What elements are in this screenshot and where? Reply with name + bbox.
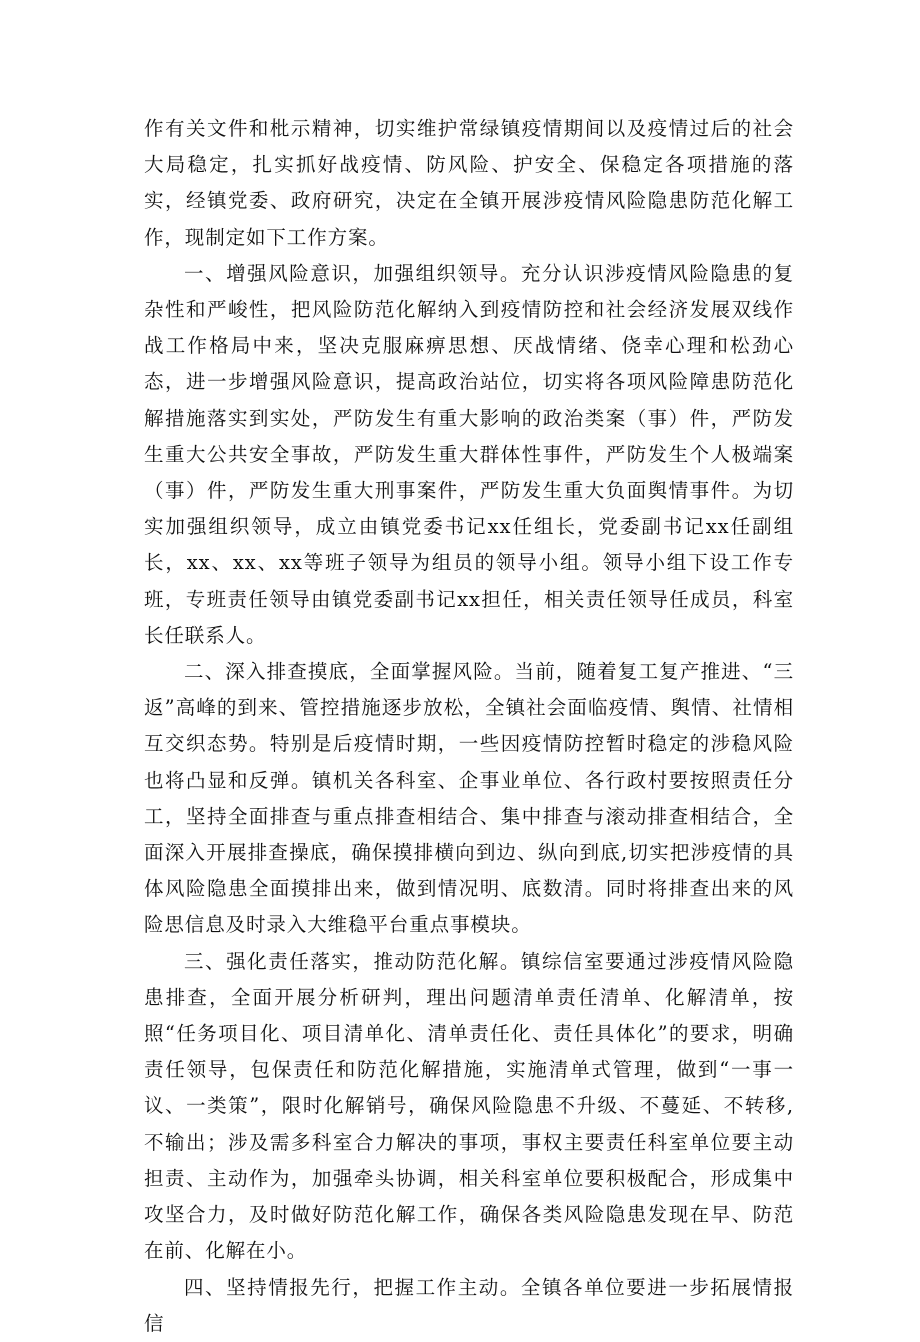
- document-body: [144, 111, 794, 1342]
- paragraph-intro-continuation: 作有关文件和枇示精神，切实维护常绿镇疫情期间以及疫情过后的社会大局稳定，扎实抓好战疫情、防风险、护安全、保稳定各项措施的落实，经镇党委、政府研究，决定在全镇开展涉疫情风险隐患防范化解工作，现制定如下工作方案。: [144, 117, 794, 249]
- paragraph-section-three: 三、强化责任落实，推动防范化解。镇综信室要通过涉疫情风险隐患排查，全面开展分析研判，理出问题清单责任清单、化解清单，按照“任务项目化、项目清单化、清单责任化、责任具体化”的要求，明确责任领导，包保责任和防范化解措施，实施清单式管理，做到“一事一议、一类策”，限时化解销号，确保风险隐患不升级、不蔓延、不转移,不输出；涉及需多科室合力解决的事项，事权主要责任科室单位要主动担责、主动作为，加强牵头协调，相关科室单位要积极配合，形成集中攻坚合力，及时做好防范化解工作，确保各类风险隐患发现在早、防范在前、化解在小。: [144, 949, 794, 1263]
- paragraph-section-four: 四、坚持情报先行，把握工作主动。全镇各单位要进一步拓展情报信: [144, 1275, 794, 1335]
- paragraph-section-one: 一、增强风险意识，加强组织领导。充分认识涉疫情风险隐患的复杂性和严峻性，把风险防范化解纳入到疫情防控和社会经济发展双线作战工作格局中来，坚决克服麻痹思想、厌战情绪、侥幸心理和松劲心态，进一步增强风险意识，提高政治站位，切实将各项风险障患防范化解措施落实到实处，严防发生有重大影响的政治类案（事）件，严防发生重大公共安全事故，严防发生重大群体性事件，严防发生个人极端案（事）件，严防发生重大刑事案件，严防发生重大负面舆情事件。为切实加强组织领导，成立由镇党委书记xx任组长，党委副书记xx任副组长，xx、xx、xx等班子领导为组员的领导小组。领导小组下设工作专班，专班责任领导由镇党委副书记xx担任，相关责任领导任成员，科室长任联系人。: [144, 261, 794, 647]
- paragraph-section-two: 二、深入排查摸底，全面掌握风险。当前，随着复工复产推进、“三返”高峰的到来、管控措施逐步放松，全镇社会面临疫情、舆情、社情相互交织态势。特别是后疫情时期，一些因疫情防控暂时稳定的涉稳风险也将凸显和反弹。镇机关各科室、企事业单位、各行政村要按照责任分工，坚持全面排查与重点排查相结合、集中排查与滚动排查相结合，全面深入开展排查操底，确保摸排横向到边、纵向到底,切实把涉疫情的具体风险隐患全面摸排出来，做到情况明、底数清。同时将排查出来的风险思信息及时录入大维稳平台重点事模块。: [144, 660, 794, 937]
